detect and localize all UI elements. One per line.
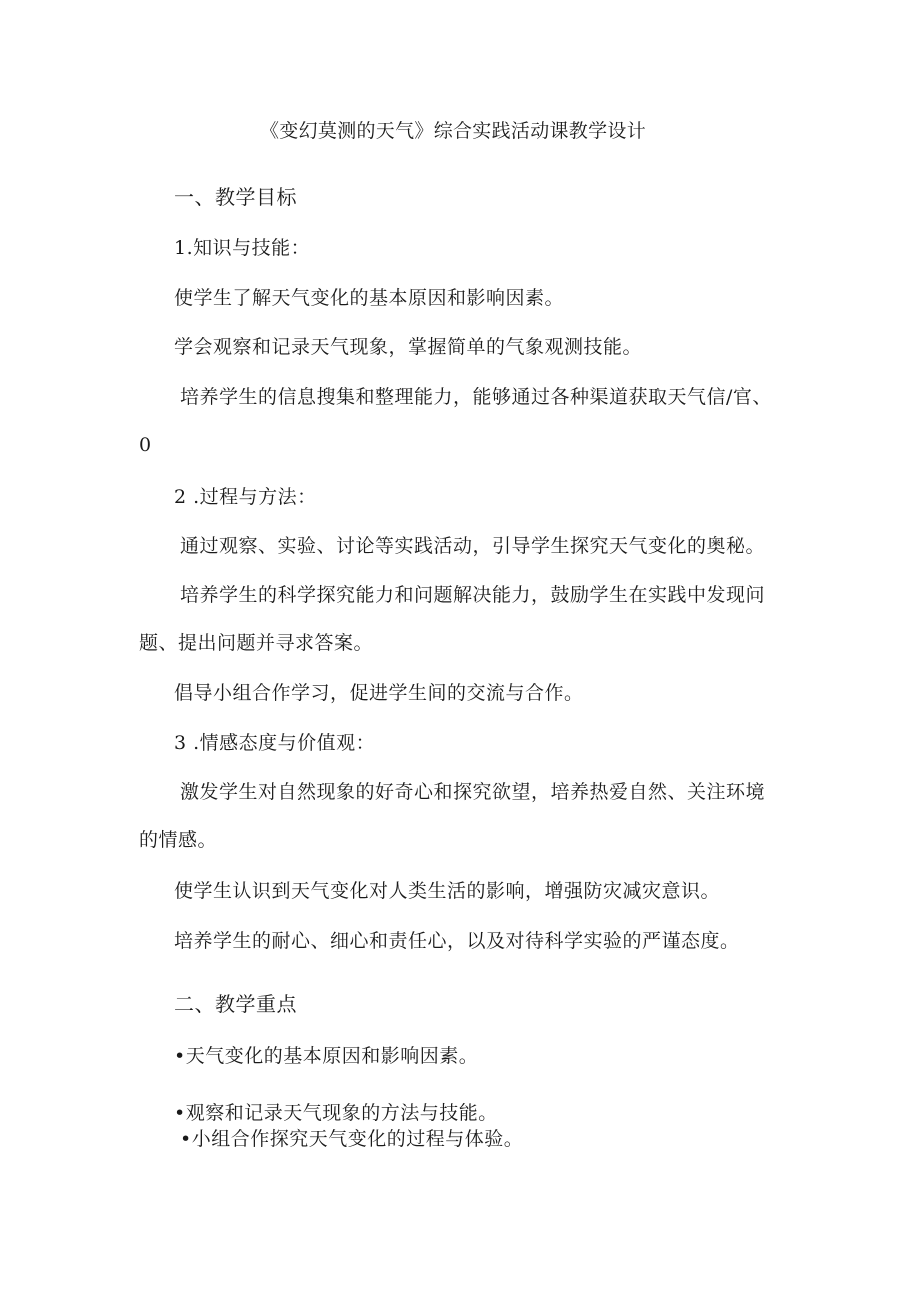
paragraph-line: 通过观察、实验、讨论等实践活动，引导学生探究天气变化的奥秘。: [180, 535, 766, 557]
paragraph-line: 激发学生对自然现象的好奇心和探究欲望，培养热爱自然、关注环境: [180, 781, 766, 803]
document-title: 《变幻莫测的天气》综合实践活动课教学设计: [260, 120, 647, 142]
paragraph-line: 学会观察和记录天气现象，掌握简单的气象观测技能。: [174, 336, 643, 358]
paragraph-line: 0: [139, 434, 152, 456]
paragraph-line: 培养学生的信息搜集和整理能力，能够通过各种渠道获取天气信/官、: [180, 386, 772, 408]
subheading-emotion-values: 3 .情感态度与价值观：: [174, 732, 376, 754]
subheading-knowledge-skills: 1.知识与技能：: [174, 237, 311, 259]
bullet-item: •天气变化的基本原因和影响因素。: [174, 1045, 479, 1067]
subheading-process-method: 2 .过程与方法：: [174, 486, 317, 508]
section-heading-teaching-focus: 二、教学重点: [174, 992, 297, 1016]
bullet-item: •观察和记录天气现象的方法与技能。: [174, 1102, 498, 1124]
bullet-item: •小组合作探究天气变化的过程与体验。: [180, 1128, 524, 1150]
paragraph-line: 题、提出问题并寻求答案。: [139, 632, 374, 654]
paragraph-line: 倡导小组合作学习，促进学生间的交流与合作。: [174, 682, 584, 704]
paragraph-line: 的情感。: [139, 829, 218, 851]
paragraph-line: 培养学生的耐心、细心和责任心，以及对待科学实验的严谨态度。: [174, 930, 740, 952]
section-heading-teaching-objectives: 一、教学目标: [174, 185, 297, 209]
paragraph-line: 使学生认识到天气变化对人类生活的影响，增强防灾减灾意识。: [174, 880, 721, 902]
paragraph-line: 使学生了解天气变化的基本原因和影响因素。: [174, 287, 565, 309]
paragraph-line: 培养学生的科学探究能力和问题解决能力，鼓励学生在实践中发现问: [180, 584, 766, 606]
